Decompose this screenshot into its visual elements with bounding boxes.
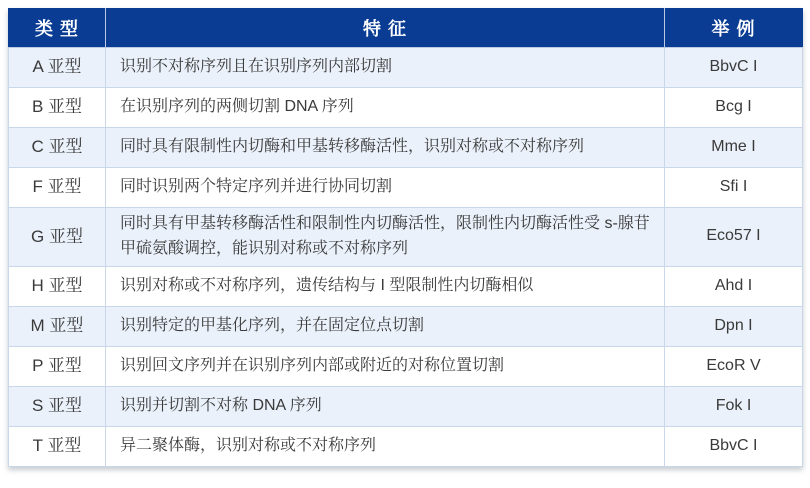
type-cell: F 亚型 xyxy=(9,168,106,208)
header-example: 举 例 xyxy=(665,8,803,48)
table-row xyxy=(9,208,803,267)
feature-cell: 同时具有甲基转移酶活性和限制性内切酶活性，限制性内切酶活性受 s-腺苷甲硫氨酸调控，能识别对称或不对称序列 xyxy=(106,208,665,267)
feature-cell: 同时识别两个特定序列并进行协同切割 xyxy=(106,168,665,208)
type-cell: H 亚型 xyxy=(9,266,106,306)
table-row xyxy=(9,426,803,466)
feature-cell: 异二聚体酶，识别对称或不对称序列 xyxy=(106,426,665,466)
type-cell: T 亚型 xyxy=(9,426,106,466)
feature-cell: 识别特定的甲基化序列，并在固定位点切割 xyxy=(106,306,665,346)
header-type: 类 型 xyxy=(9,8,106,48)
example-cell: BbvC I xyxy=(665,48,803,88)
header-row xyxy=(9,8,803,48)
type-cell: A 亚型 xyxy=(9,48,106,88)
table-row xyxy=(9,266,803,306)
table-row xyxy=(9,306,803,346)
feature-cell: 同时具有限制性内切酶和甲基转移酶活性，识别对称或不对称序列 xyxy=(106,128,665,168)
example-cell: EcoR V xyxy=(665,346,803,386)
type-cell: M 亚型 xyxy=(9,306,106,346)
example-cell: Mme I xyxy=(665,128,803,168)
table-row xyxy=(9,386,803,426)
restriction-enzyme-subtype-table xyxy=(8,8,803,467)
type-cell: C 亚型 xyxy=(9,128,106,168)
feature-cell: 在识别序列的两侧切割 DNA 序列 xyxy=(106,88,665,128)
table-row xyxy=(9,168,803,208)
example-cell: BbvC I xyxy=(665,426,803,466)
feature-cell: 识别并切割不对称 DNA 序列 xyxy=(106,386,665,426)
feature-cell: 识别不对称序列且在识别序列内部切割 xyxy=(106,48,665,88)
table-row xyxy=(9,128,803,168)
type-cell: B 亚型 xyxy=(9,88,106,128)
example-cell: Fok I xyxy=(665,386,803,426)
example-cell: Ahd I xyxy=(665,266,803,306)
table-row xyxy=(9,88,803,128)
feature-cell: 识别对称或不对称序列，遗传结构与 I 型限制性内切酶相似 xyxy=(106,266,665,306)
type-cell: S 亚型 xyxy=(9,386,106,426)
table-row xyxy=(9,48,803,88)
type-cell: P 亚型 xyxy=(9,346,106,386)
header-feature: 特 征 xyxy=(106,8,665,48)
feature-cell: 识别回文序列并在识别序列内部或附近的对称位置切割 xyxy=(106,346,665,386)
example-cell: Eco57 I xyxy=(665,208,803,267)
example-cell: Dpn I xyxy=(665,306,803,346)
example-cell: Bcg I xyxy=(665,88,803,128)
table-body xyxy=(9,48,803,467)
type-cell: G 亚型 xyxy=(9,208,106,267)
table-row xyxy=(9,346,803,386)
table-header xyxy=(9,8,803,48)
example-cell: Sfi I xyxy=(665,168,803,208)
